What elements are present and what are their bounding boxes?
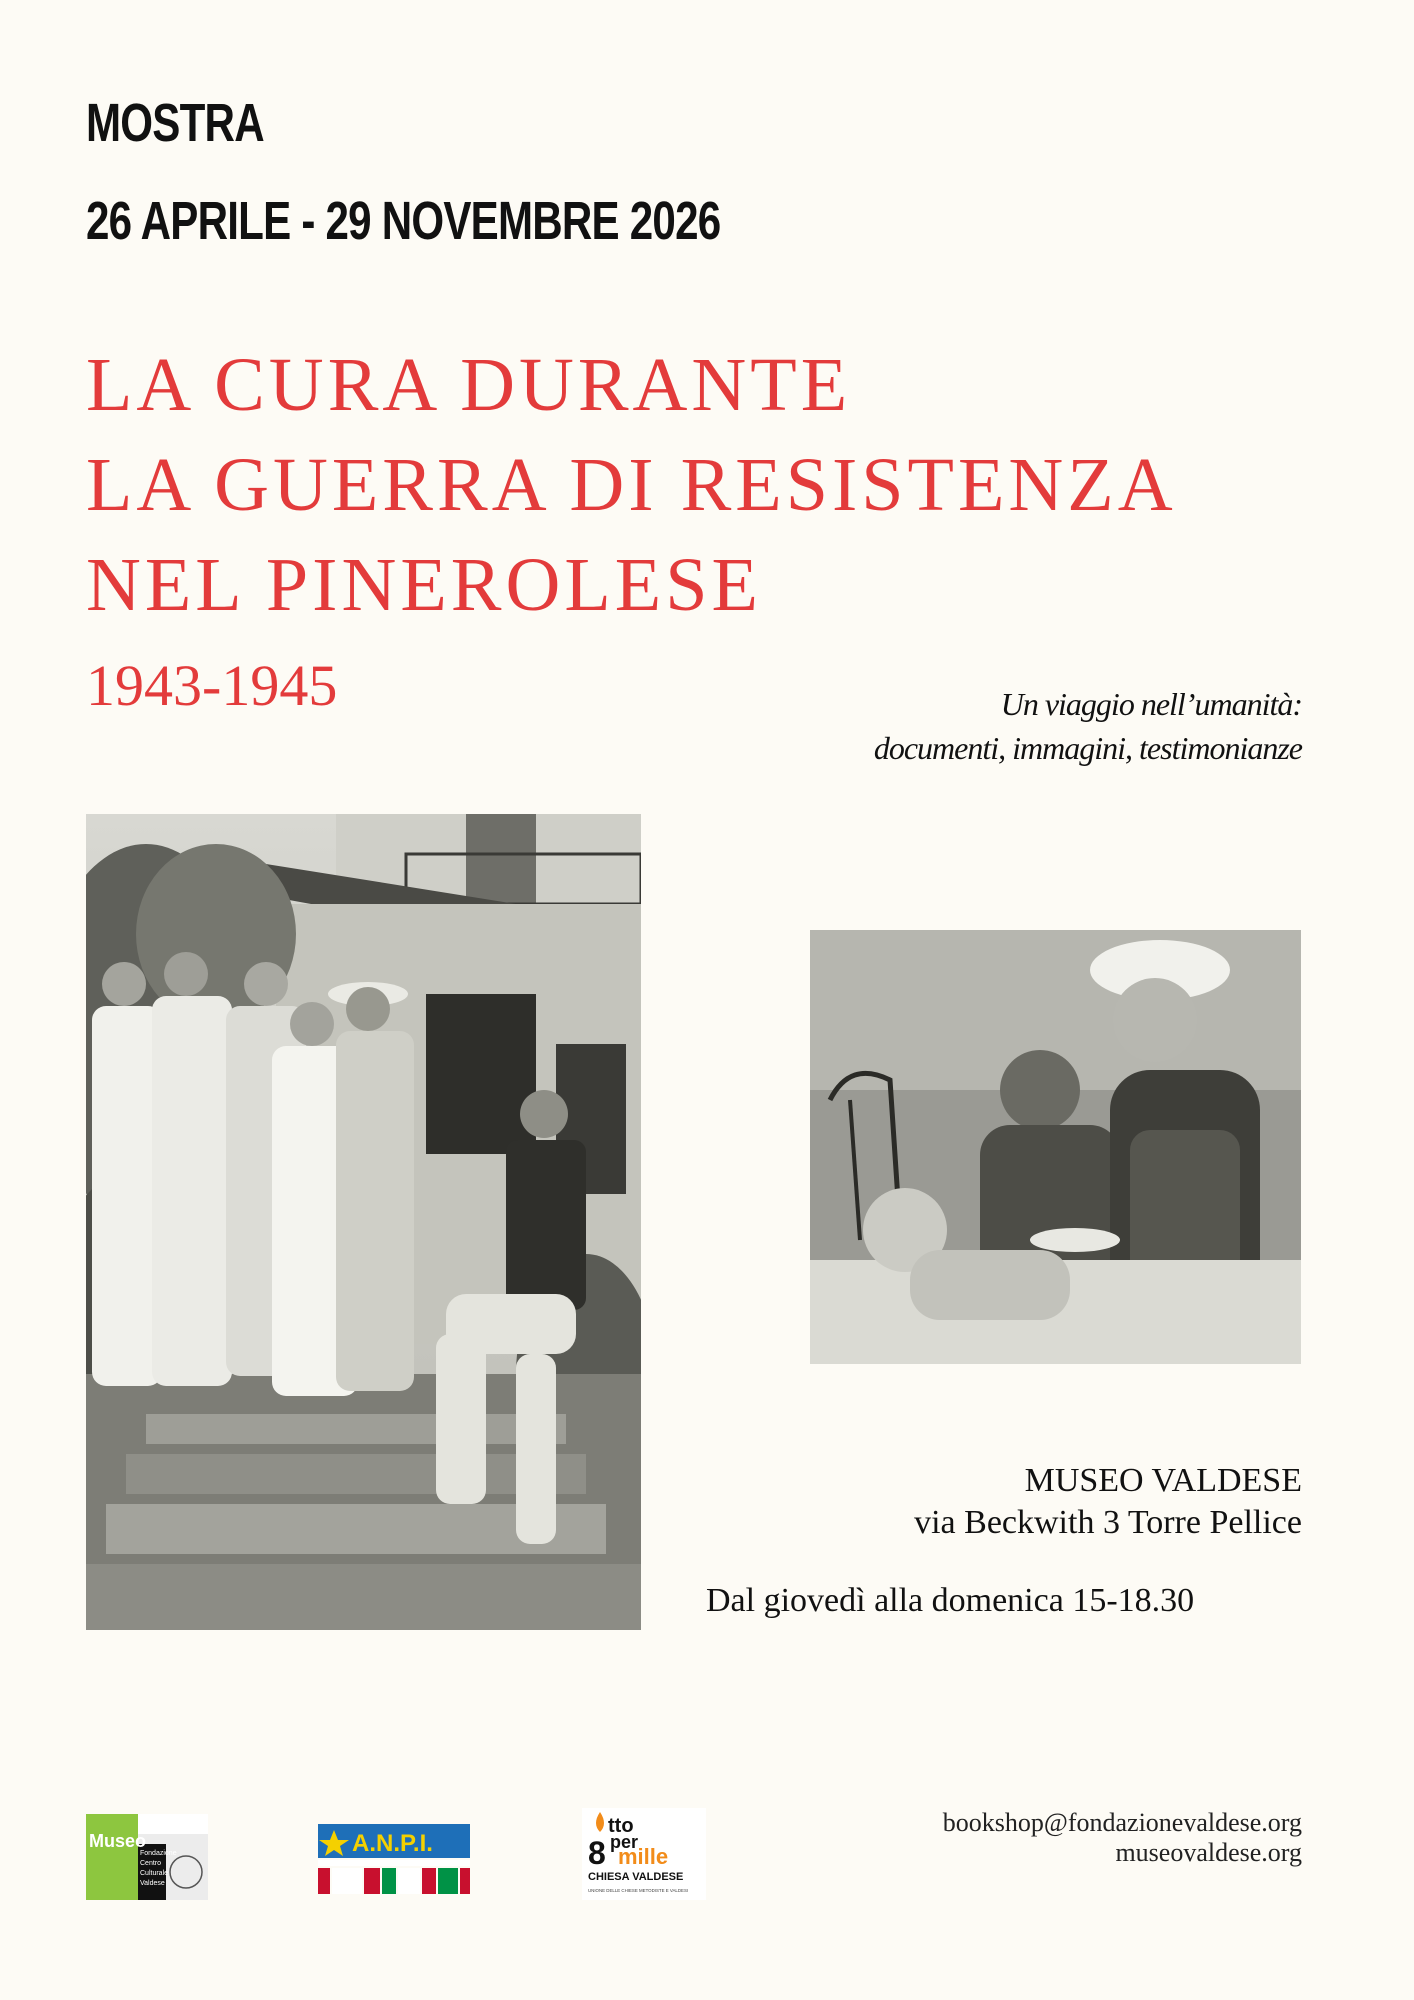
opening-hours: Dal giovedì alla domenica 15-18.30	[706, 1582, 1195, 1619]
anpi-logo-text: A.N.P.I.	[352, 1830, 433, 1857]
museo-logo-line4: Valdese	[140, 1880, 165, 1887]
otto-logo-union: UNIONE DELLE CHIESE METODISTE E VALDESI	[588, 1888, 689, 1893]
museo-logo-line3: Culturale	[140, 1870, 169, 1877]
museo-logo-line1: Fondazione	[140, 1850, 177, 1857]
venue-info	[914, 1460, 1302, 1544]
contact-email[interactable]: bookshop@fondazionevaldese.org	[942, 1808, 1302, 1837]
contact-website[interactable]: museovaldese.org	[1115, 1838, 1302, 1867]
contact-info	[943, 1808, 1302, 1868]
venue-address: via Beckwith 3 Torre Pellice	[914, 1504, 1302, 1541]
museo-logo-line2: Centro	[140, 1860, 162, 1867]
nurses-group-photo	[86, 814, 641, 1630]
exhibition-title	[86, 335, 1177, 635]
otto-logo-mille: mille	[618, 1844, 669, 1869]
nurse-feeding-child-photo	[810, 930, 1301, 1364]
title-line-3: NEL PINEROLESE	[86, 543, 762, 627]
title-line-1: LA CURA DURANTE	[86, 343, 852, 427]
otto-logo-otto-rest: tto	[608, 1815, 634, 1837]
exhibition-years: 1943-1945	[86, 653, 338, 718]
museo-logo-word: Museo	[89, 1831, 147, 1851]
otto-per-mille-logo	[582, 1808, 706, 1900]
anpi-logo	[318, 1824, 470, 1894]
venue-name: MUSEO VALDESE	[1024, 1462, 1302, 1499]
title-line-2: LA GUERRA DI RESISTENZA	[86, 443, 1177, 527]
exhibition-dates: 26 APRILE - 29 NOVEMBRE 2026	[86, 191, 721, 251]
subtitle-line-2: documenti, immagini, testimonianze	[873, 730, 1302, 766]
museo-valdese-logo	[86, 1814, 208, 1900]
exhibition-subtitle	[874, 682, 1302, 770]
exhibition-label: MOSTRA	[86, 93, 264, 153]
otto-logo-per: per	[610, 1832, 639, 1852]
otto-logo-digit: 8	[588, 1835, 606, 1871]
otto-logo-church: CHIESA VALDESE	[588, 1871, 684, 1883]
subtitle-line-1: Un viaggio nell’umanità:	[1000, 686, 1302, 722]
